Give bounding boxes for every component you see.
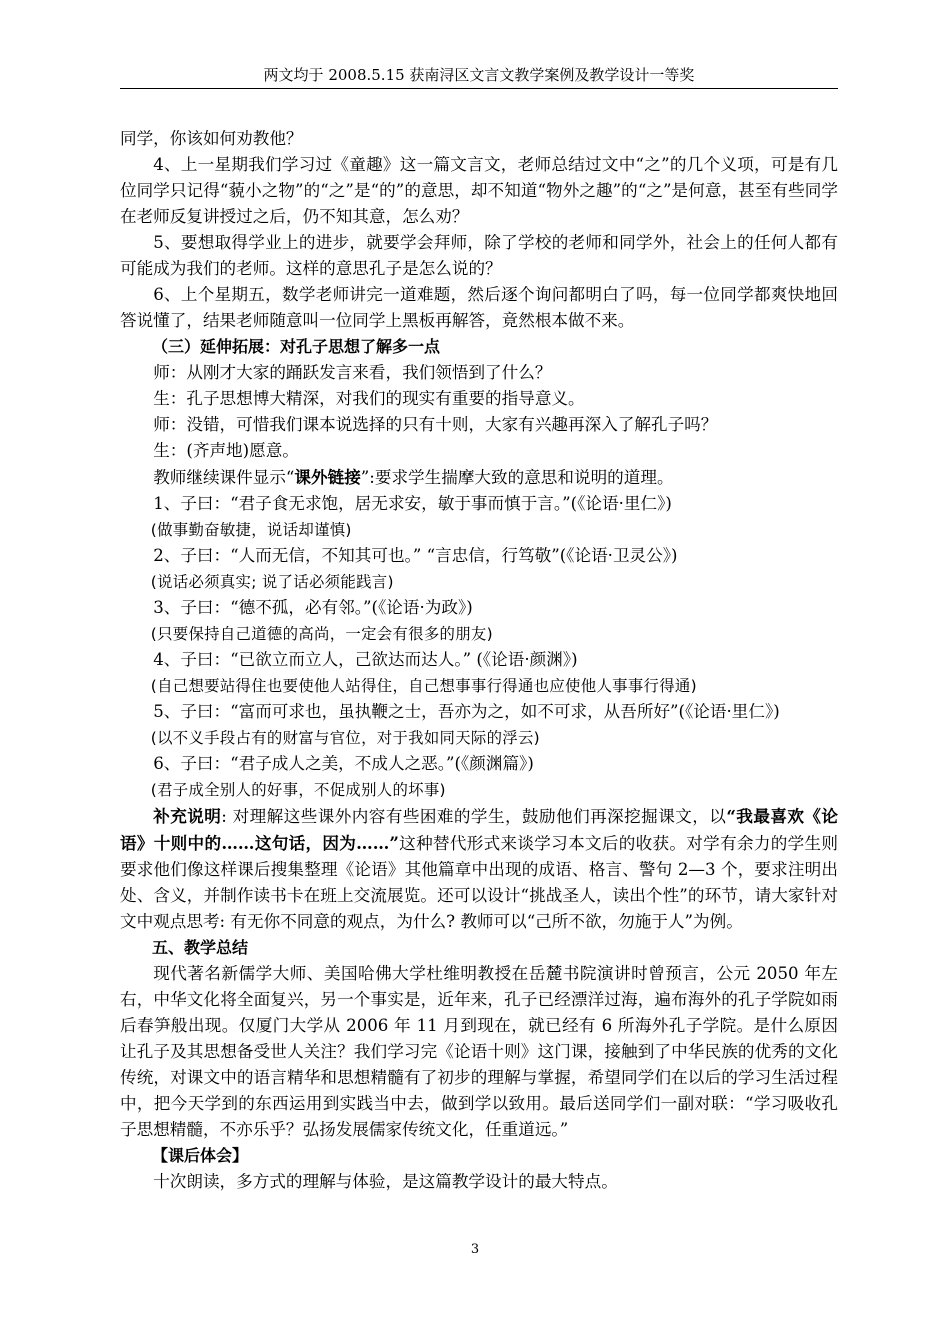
gloss-4: (自己想要站得住也要使他人站得住，自己想事事行得通也应使他人事事行得通) xyxy=(150,677,697,695)
link-intro-bold: 课外链接 xyxy=(294,467,361,487)
supplement-text-b: 这种替代形式来谈学习本文后的收获。对学有余力的学生则要求他们像这样课后搜集整理《论语》其他篇章中出现的成语、格言、警句 2—3 个，要求注明出处、含义，并制作读书卡在班上交流展览。还可以设计“挑战圣人，读出个性”的环节，请大家针对文中观点思考: 有无你不同意的观点，为什么? 教师可以“己所不欲，勿施于人”为例。 xyxy=(120,834,839,931)
quote-1: 1、子曰：“君子食无求饱，居无求安，敏于事而慎于言。”(《论语·里仁》) xyxy=(153,494,672,513)
dialogue-student-2: 生：(齐声地)愿意。 xyxy=(153,441,299,460)
after-class-heading: 【课后体会】 xyxy=(152,1146,249,1165)
quote-5: 5、子曰：“富而可求也，虽执鞭之士，吾亦为之，如不可求，从吾所好”(《论语·里仁》) xyxy=(153,702,780,721)
supplement-note xyxy=(120,803,838,935)
quote-4: 4、子曰：“已欲立而立人，己欲达而达人。” (《论语·颜渊》) xyxy=(153,650,578,669)
link-intro-text: 教师继续课件显示“ xyxy=(153,468,295,487)
quote-3: 3、子曰：“德不孤，必有邻。”(《论语·为政》) xyxy=(153,598,473,617)
quote-6: 6、子曰：“君子成人之美，不成人之恶。”(《颜渊篇》) xyxy=(153,754,534,773)
dialogue-teacher-2: 师：没错，可惜我们课本说选择的只有十则，大家有兴趣再深入了解孔子吗？ xyxy=(153,415,718,434)
section-heading-summary: 五、教学总结 xyxy=(152,938,249,957)
dialogue-teacher-1: 师：从刚才大家的踊跃发言来看，我们领悟到了什么？ xyxy=(153,363,552,382)
gloss-2: (说话必须真实; 说了话必须能践言) xyxy=(150,573,394,591)
paragraph-continuation: 同学，你该如何劝教他？ xyxy=(120,129,303,148)
question-5: 5、要想取得学业上的进步，就要学会拜师，除了学校的老师和同学外，社会上的任何人都有可能成为我们的老师。这样的意思孔子是怎么说的？ xyxy=(120,233,838,278)
supplement-label: 补充说明 xyxy=(153,806,222,826)
main-content xyxy=(120,126,838,1195)
extra-link-intro xyxy=(120,464,838,491)
link-intro-rest: ”:要求学生揣摩大致的意思和说明的道理。 xyxy=(360,468,674,487)
section-heading-extension: （三）延伸拓展：对孔子思想了解多一点 xyxy=(152,337,441,356)
question-4: 4、上一星期我们学习过《童趣》这一篇文言文，老师总结过文中“之”的几个义项，可是有几位同学只记得“藐小之物”的“之”是“的”的意思，却不知道“物外之趣”的“之”是何意，甚至有些同学在老师反复讲授过之后，仍不知其意，怎么劝？ xyxy=(120,155,838,226)
dialogue-student-1: 生：孔子思想博大精深，对我们的现实有重要的指导意义。 xyxy=(153,389,585,408)
supplement-bold: “我最喜欢《论语》十则中的……这句话，因为……” xyxy=(120,806,839,853)
after-class-text: 十次朗读，多方式的理解与体验，是这篇教学设计的最大特点。 xyxy=(153,1172,618,1191)
quote-2: 2、子曰：“人而无信，不知其可也。” “言忠信，行笃敬”(《论语·卫灵公》) xyxy=(153,546,678,565)
gloss-6: (君子成全别人的好事，不促成别人的坏事) xyxy=(150,781,446,799)
question-6: 6、上个星期五，数学老师讲完一道难题，然后逐个询问都明白了吗，每一位同学都爽快地回答说懂了，结果老师随意叫一位同学上黑板再解答，竟然根本做不来。 xyxy=(120,285,838,330)
gloss-5: (以不义手段占有的财富与官位，对于我如同天际的浮云) xyxy=(150,729,540,747)
gloss-3: (只要保持自己道德的高尚，一定会有很多的朋友) xyxy=(150,625,493,643)
summary-paragraph: 现代著名新儒学大师、美国哈佛大学杜维明教授在岳麓书院演讲时曾预言，公元 2050 年左右，中华文化将全面复兴，另一个事实是，近年来，孔子已经漂洋过海，遍布海外的孔子学院如雨后春笋般出现。仅厦门大学从 2006 年 11 月到现在，就已经有 6 所海外孔子学院。是什么原因让孔子及其思想备受世人关注？我们学习完《论语十则》这门课，接触到了中华民族的优秀的文化传统，对课文中的语言精华和思想精髓有了初步的理解与掌握，希望同学们在以后的学习生活过程中，把今天学到的东西运用到实践当中去，做到学以致用。最后送同学们一副对联：“学习吸收孔子思想精髓，不亦乐乎？弘扬发展儒家传统文化，任重道远。” xyxy=(120,964,838,1139)
gloss-1: (做事勤奋敏捷，说话却谨慎) xyxy=(150,521,352,539)
page-number: 3 xyxy=(470,1242,480,1257)
supplement-text-a: : 对理解这些课外内容有些困难的学生，鼓励他们再深挖掘课文，以 xyxy=(221,807,727,826)
page-header: 两文均于 2008.5.15 获南浔区文言文教学案例及教学设计一等奖 xyxy=(120,62,838,89)
